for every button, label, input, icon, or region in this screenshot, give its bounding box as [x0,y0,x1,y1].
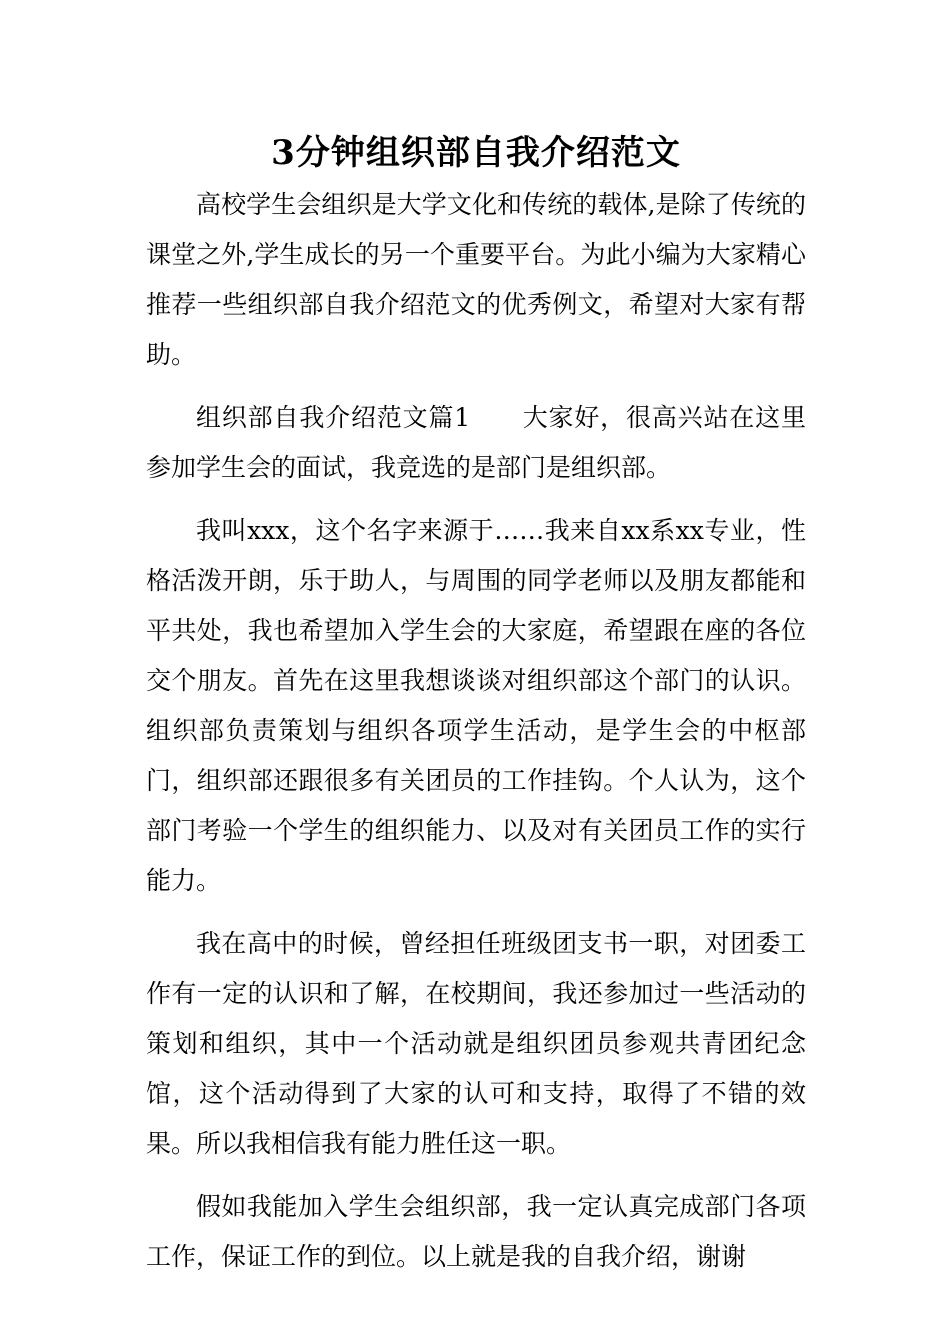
document-page [146,128,806,1295]
paragraph-self-intro: 我叫xxx，这个名字来源于……我来自xx系xx专业，性格活泼开朗，乐于助人，与周围的同学老师以及朋友都能和平共处，我也希望加入学生会的大家庭，希望跟在座的各位交个朋友。首先在这里我想谈谈对组织部这个部门的认识。组织部负责策划与组织各项学生活动，是学生会的中枢部门，组织部还跟很多有关团员的工作挂钩。个人认为，这个部门考验一个学生的组织能力、以及对有关团员工作的实行能力。 [146,516,806,895]
document-title: 3分钟组织部自我介绍范文 [271,133,681,173]
paragraph-intro: 高校学生会组织是大学文化和传统的载体,是除了传统的课堂之外,学生成长的另一个重要平台。为此小编为大家精心推荐一些组织部自我介绍范文的优秀例文，希望对大家有帮助。 [146,190,806,369]
paragraph-greeting: 组织部自我介绍范文篇1 大家好，很高兴站在这里参加学生会的面试，我竞选的是部门是组织部。 [146,403,806,482]
paragraph-closing: 假如我能加入学生会组织部，我一定认真完成部门各项工作，保证工作的到位。以上就是我的自我介绍，谢谢 [146,1192,806,1271]
paragraph-experience: 我在高中的时候，曾经担任班级团支书一职，对团委工作有一定的认识和了解，在校期间，我还参加过一些活动的策划和组织，其中一个活动就是组织团员参观共青团纪念馆，这个活动得到了大家的认可和支持，取得了不错的效果。所以我相信我有能力胜任这一职。 [146,929,806,1158]
